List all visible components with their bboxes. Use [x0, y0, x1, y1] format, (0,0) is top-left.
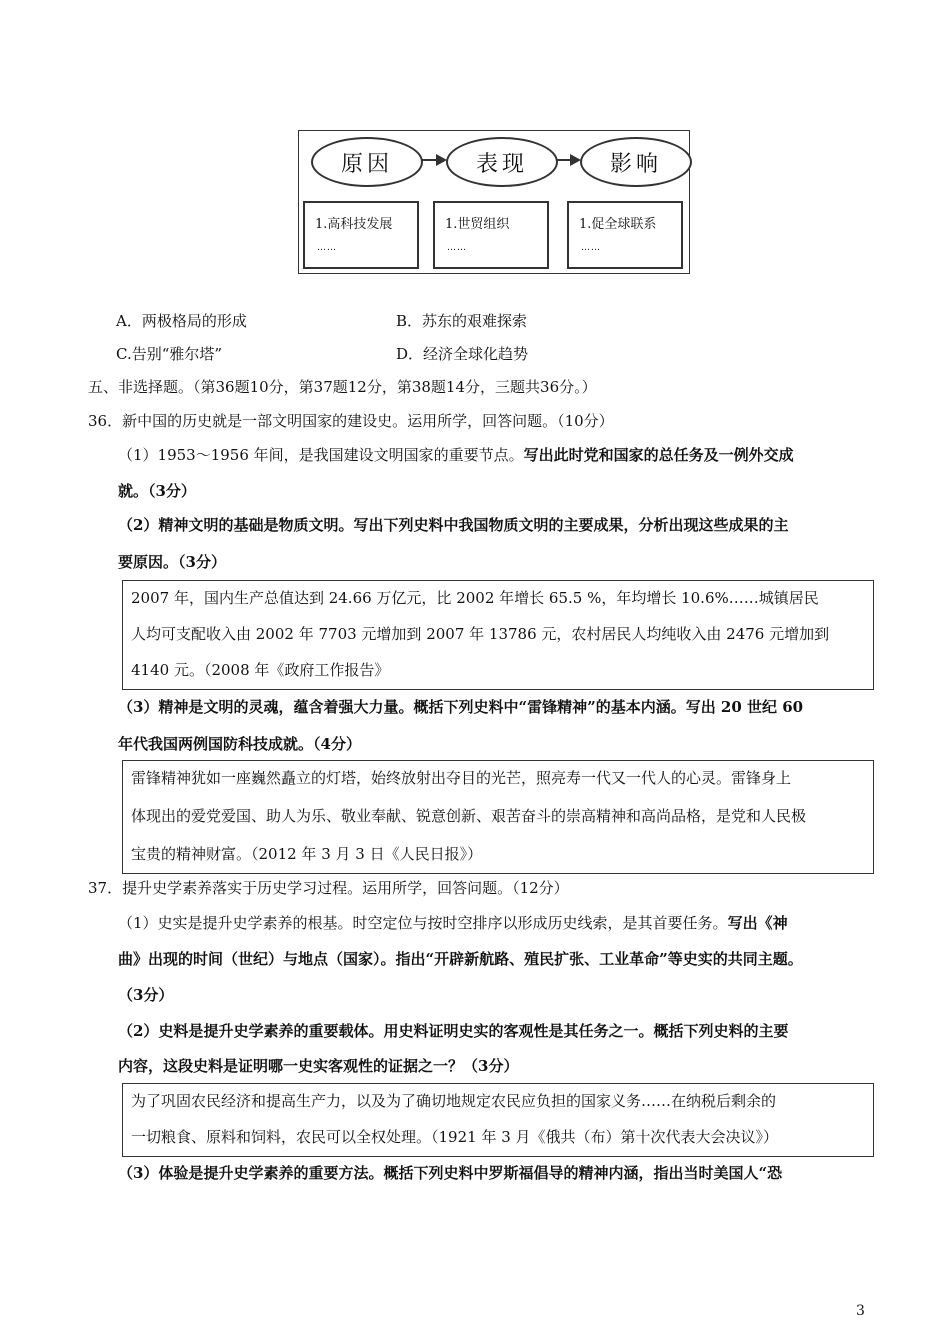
- cause-box-dots: ……: [317, 243, 337, 253]
- source-leifeng-line1: 雷锋精神犹如一座巍然矗立的灯塔，始终放射出夺目的光芒，照亮寿一代又一代人的心灵。雷锋身上: [131, 769, 792, 787]
- q36-part3-line1: （3）精神是文明的灵魂，蕴含着强大力量。概括下列史料中“雷锋精神”的基本内涵。写出 20 世纪 60: [118, 698, 804, 716]
- source-nep-line2: 一切粮食、原料和饲料，农民可以全权处理。（1921 年 3 月《俄共（布）第十次代表大会决议》）: [131, 1128, 779, 1146]
- q36-part1-intro: （1）1953～1956 年间，是我国建设文明国家的重要节点。: [118, 446, 524, 464]
- q37-stem: 37．提升史学素养落实于历史学习过程。运用所学，回答问题。（12分）: [88, 879, 569, 897]
- impact-box-text: 1.促全球联系: [579, 217, 657, 232]
- section-heading: 五、非选择题。（第36题10分，第37题12分，第38题14分，三题共36分。）: [88, 378, 597, 396]
- q36-part3-line2: 年代我国两例国防科技成就。（4分）: [118, 735, 361, 753]
- source-leifeng-line2: 体现出的爱党爱国、助人为乐、敬业奉献、锐意创新、艰苦奋斗的崇高精神和高尚品格，是党和人民极: [131, 807, 807, 825]
- q37-part3-line1: （3）体验是提升史学素养的重要方法。概括下列史料中罗斯福倡导的精神内涵，指出当时美国人“恐: [118, 1164, 783, 1182]
- q37-part1-intro: （1）史实是提升史学素养的根基。时空定位与按时空排序以形成历史线索，是其首要任务。: [118, 914, 728, 932]
- impact-box-dots: ……: [581, 243, 601, 253]
- manifestation-box: [433, 201, 549, 269]
- source-leifeng-line3: 宝贵的精神财富。（2012 年 3 月 3 日《人民日报》）: [131, 845, 483, 863]
- q36-part2-line2: 要原因。（3分）: [118, 553, 226, 571]
- impact-oval: 影响: [580, 137, 692, 187]
- q36-part1-line1: [118, 444, 794, 465]
- q37-part2-line1: （2）史料是提升史学素养的重要载体。用史料证明史实的客观性是其任务之一。概括下列史料的主要: [118, 1022, 789, 1040]
- q37-part1-line2: 曲》出现的时间（世纪）与地点（国家）。指出“开辟新航路、殖民扩张、工业革命”等史实的共同主题。: [118, 950, 803, 968]
- q37-part2-line2: 内容，这段史料是证明哪一史实客观性的证据之一？（3分）: [118, 1057, 519, 1075]
- manifestation-oval: 表现: [446, 137, 558, 187]
- option-a: A．两极格局的形成: [116, 312, 247, 330]
- source-box-gdp: [122, 580, 874, 690]
- q36-part1-task: 写出此时党和国家的总任务及一例外交成: [523, 446, 794, 464]
- q36-part1-line2: 就。（3分）: [118, 482, 196, 500]
- page-number: 3: [856, 1303, 865, 1319]
- cause-oval: 原因: [311, 137, 423, 187]
- q37-part1-task: 写出《神: [727, 914, 788, 932]
- q36-part2-line1: （2）精神文明的基础是物质文明。写出下列史料中我国物质文明的主要成果，分析出现这些成果的主: [118, 516, 789, 534]
- manifestation-box-dots: ……: [447, 243, 467, 253]
- impact-box: [567, 201, 683, 269]
- source-gdp-line2: 人均可支配收入由 2002 年 7703 元增加到 2007 年 13786 元，农村居民人均纯收入由 2476 元增加到: [131, 625, 830, 643]
- option-c: C.告别“雅尔塔”: [116, 345, 223, 363]
- cause-box: [303, 201, 419, 269]
- source-gdp-line3: 4140 元。（2008 年《政府工作报告》: [131, 661, 390, 679]
- source-gdp-line1: 2007 年，国内生产总值达到 24.66 万亿元，比 2002 年增长 65.5 %，年均增长 10.6%……城镇居民: [131, 589, 819, 607]
- manifestation-box-text: 1.世贸组织: [445, 217, 510, 232]
- option-b: B．苏东的艰难探索: [396, 312, 528, 330]
- q36-stem: 36．新中国的历史就是一部文明国家的建设史。运用所学，回答问题。（10分）: [88, 412, 614, 430]
- source-box-nep: [122, 1083, 874, 1157]
- cause-box-text: 1.高科技发展: [315, 217, 393, 232]
- option-d: D．经济全球化趋势: [396, 345, 529, 363]
- q37-part1-line1: [118, 912, 788, 933]
- q37-part1-line3: （3分）: [118, 986, 174, 1004]
- source-box-leifeng: [122, 760, 874, 874]
- source-nep-line1: 为了巩固农民经济和提高生产力，以及为了确切地规定农民应负担的国家义务……在纳税后剩余的: [131, 1092, 777, 1110]
- globalization-flow-diagram: [298, 130, 690, 274]
